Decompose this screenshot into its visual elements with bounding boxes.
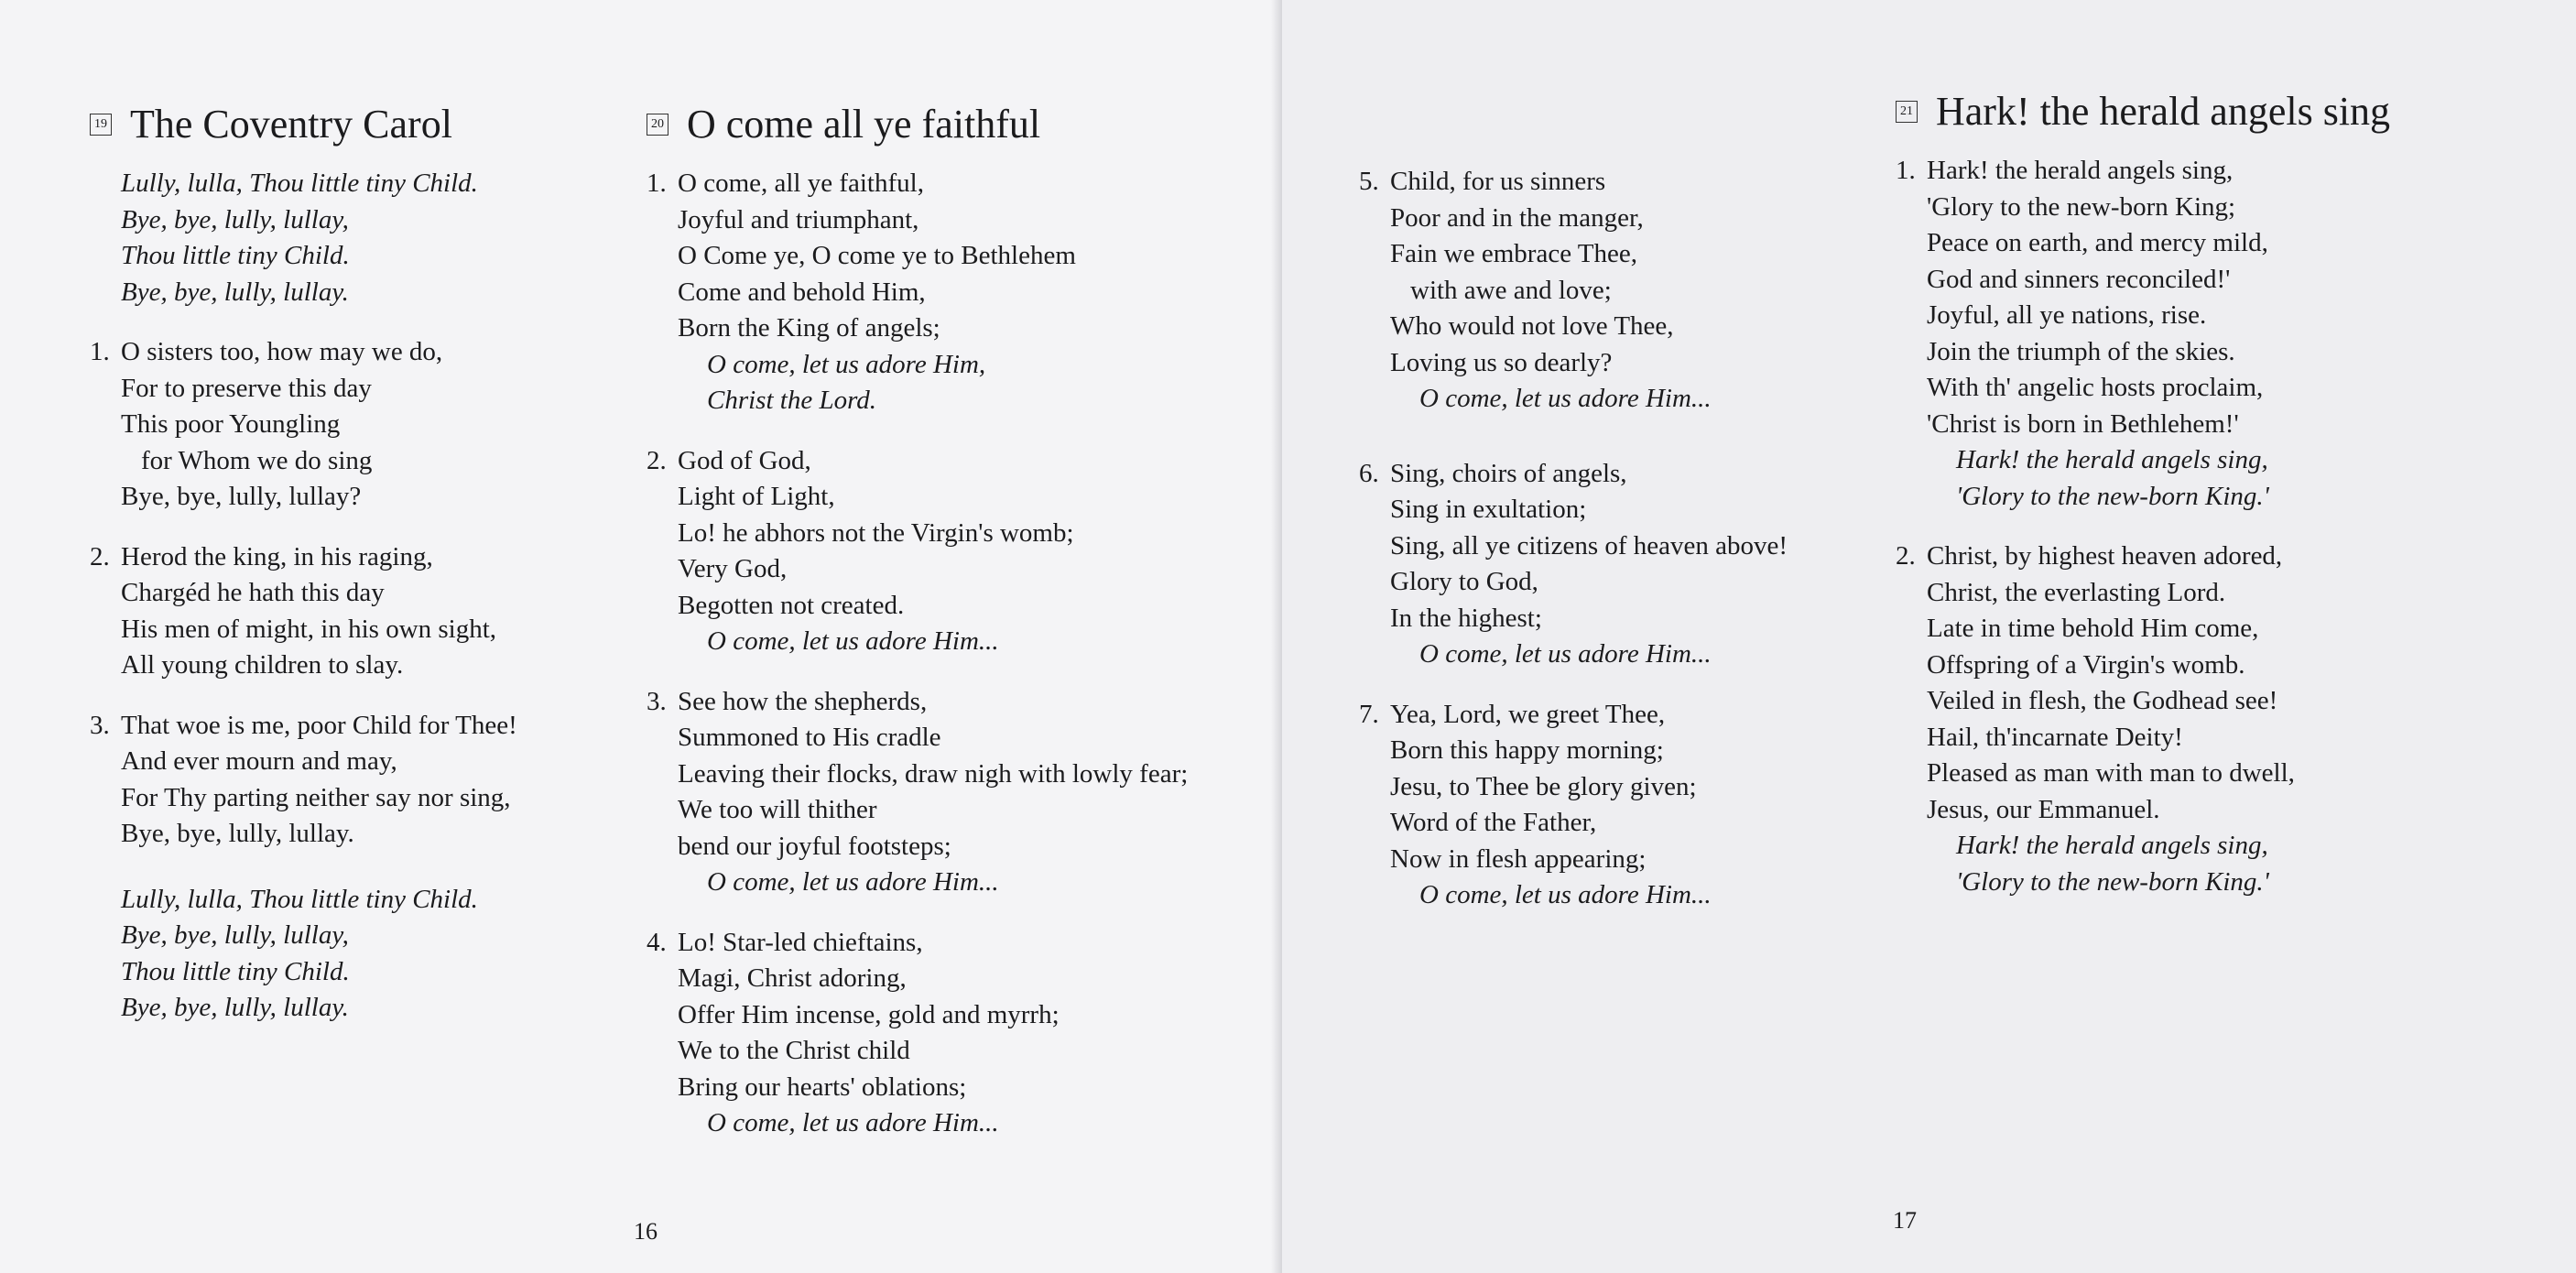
verse-line: 1. O come, all ye faithful, <box>647 166 1269 202</box>
verse-line: Sing, all ye citizens of heaven above! <box>1390 530 1788 560</box>
verse-line: We to the Christ child <box>678 1036 910 1065</box>
verse-line: O Come ye, O come ye to Bethlehem <box>678 241 1076 270</box>
verse-line: His men of might, in his own sight, <box>121 614 497 644</box>
refrain-line: Bye, bye, lully, lullay. <box>121 277 349 307</box>
verse-line: Glory to God, <box>1390 567 1538 596</box>
verse-number: 1. <box>1896 156 1916 185</box>
verse-line: Hail, th'incarnate Deity! <box>1927 722 2183 752</box>
intro-refrain <box>90 166 603 310</box>
hymn-number-badge: 21 <box>1896 101 1918 123</box>
verse-line: 2. God of God, <box>647 443 1269 480</box>
verse-line: Joyful, all ye nations, rise. <box>1927 300 2207 330</box>
verse-line: 2. Herod the king, in his raging, <box>90 539 603 576</box>
verse-line: With th' angelic hosts proclaim, <box>1927 373 2264 402</box>
verse-1 <box>90 334 603 516</box>
verse-7 <box>1359 697 1872 914</box>
verse-line: Sing in exultation; <box>1390 495 1587 524</box>
verse-line: We too will thither <box>678 795 877 824</box>
verse-number: 2. <box>647 445 667 475</box>
verse-number: 4. <box>647 927 667 957</box>
verse-line: Join the triumph of the skies. <box>1927 336 2235 366</box>
right-page <box>1282 0 2576 1273</box>
verse-line: Chargéd he hath this day <box>121 578 385 607</box>
verse-line: Born this happy morning; <box>1390 735 1664 765</box>
verse-1 <box>647 166 1269 419</box>
verse-line: For Thy parting neither say nor sing, <box>121 782 511 812</box>
verse-line: 3. That woe is me, poor Child for Thee! <box>90 708 603 745</box>
hymn-number-badge: 20 <box>647 114 668 136</box>
refrain-line: O come, let us adore Him... <box>707 867 999 897</box>
verse-2 <box>647 443 1269 660</box>
verse-line: Summoned to His cradle <box>678 723 941 752</box>
refrain-line: Lully, lulla, Thou little tiny Child. <box>121 884 478 914</box>
verse-number: 5. <box>1359 167 1379 196</box>
verse-line: Leaving their flocks, draw nigh with lowly fear; <box>678 758 1189 789</box>
verse-number: 3. <box>90 710 110 740</box>
verse-line: Bring our hearts' oblations; <box>678 1072 967 1102</box>
outro-refrain <box>90 882 603 1027</box>
verse-line: Now in flesh appearing; <box>1390 843 1647 874</box>
song-title-text: Hark! the herald angels sing <box>1936 89 2391 134</box>
verse-line: bend our joyful footsteps; <box>678 831 951 861</box>
verse-line: In the highest; <box>1390 603 1542 633</box>
coventry-carol <box>90 101 603 1027</box>
verse-3 <box>90 708 603 853</box>
verse-number: 7. <box>1359 699 1379 729</box>
verse-3 <box>647 684 1269 901</box>
hark-the-herald-angels-sing <box>1896 88 2555 900</box>
verse-line: 6. Sing, choirs of angels, <box>1359 456 1872 493</box>
song-title-coventry <box>90 101 603 147</box>
verse-line: 5. Child, for us sinners <box>1359 164 1872 201</box>
verse-line: Lo! he abhors not the Virgin's womb; <box>678 517 1074 548</box>
verse-line: Bye, bye, lully, lullay. <box>121 819 354 848</box>
refrain-line: O come, let us adore Him... <box>707 626 999 656</box>
verse-6 <box>1359 456 1872 673</box>
verse-number: 1. <box>647 169 667 198</box>
verse-line: Word of the Father, <box>1390 808 1597 837</box>
refrain-line: Hark! the herald angels sing, <box>1956 831 2268 860</box>
o-come-all-ye-faithful-part2 <box>1359 164 1872 914</box>
verse-line: And ever mourn and may, <box>121 746 397 776</box>
verse-line: 1. O sisters too, how may we do, <box>90 334 603 371</box>
song-title-text: The Coventry Carol <box>130 102 452 147</box>
refrain-line: 'Glory to the new-born King.' <box>1956 481 2269 511</box>
verse-number: 2. <box>1896 541 1916 571</box>
verse-line: Offspring of a Virgin's womb. <box>1927 649 2245 680</box>
refrain-line: Bye, bye, lully, lullay, <box>121 204 349 234</box>
verse-line: Begotten not created. <box>678 590 905 620</box>
left-page <box>0 0 1282 1273</box>
verse-line: Magi, Christ adoring, <box>678 963 907 993</box>
verse-line: Joyful and triumphant, <box>678 204 919 234</box>
verse-line: For to preserve this day <box>121 373 372 403</box>
refrain-line: Hark! the herald angels sing, <box>1956 445 2268 474</box>
refrain-line: O come, let us adore Him... <box>1419 639 1712 669</box>
o-come-all-ye-faithful-part1 <box>647 101 1269 1142</box>
refrain-line: O come, let us adore Him, <box>707 349 986 379</box>
verse-line: All young children to slay. <box>121 650 404 680</box>
verse-line: Pleased as man with man to dwell, <box>1927 758 2295 788</box>
verse-line: 4. Lo! Star-led chieftains, <box>647 925 1269 962</box>
song-title-adeste <box>647 101 1269 147</box>
refrain-line: Thou little tiny Child. <box>121 956 350 986</box>
verse-line: Very God, <box>678 554 788 583</box>
verse-line: Offer Him incense, gold and myrrh; <box>678 999 1060 1029</box>
verse-line: 3. See how the shepherds, <box>647 684 1269 721</box>
verse-line: Jesu, to Thee be glory given; <box>1390 771 1697 801</box>
verse-line: 1. Hark! the herald angels sing, <box>1896 153 2555 190</box>
page-number-left: 16 <box>634 1218 658 1245</box>
verse-2 <box>90 539 603 684</box>
verse-line: Veiled in flesh, the Godhead see! <box>1927 686 2278 715</box>
refrain-line: Bye, bye, lully, lullay, <box>121 920 349 950</box>
refrain-line: O come, let us adore Him... <box>1419 880 1712 909</box>
refrain-line: Lully, lulla, Thou little tiny Child. <box>121 169 478 198</box>
verse-line: God and sinners reconciled!' <box>1927 264 2231 294</box>
verse-number: 2. <box>90 541 110 571</box>
verse-line: Jesus, our Emmanuel. <box>1927 794 2160 824</box>
verse-line: Who would not love Thee, <box>1390 311 1674 341</box>
verse-line: 'Christ is born in Bethlehem!' <box>1927 408 2239 439</box>
refrain-line: 'Glory to the new-born King.' <box>1956 866 2269 897</box>
verse-line: Poor and in the manger, <box>1390 202 1644 233</box>
hymn-number-badge: 19 <box>90 114 112 136</box>
verse-2 <box>1896 539 2555 900</box>
verse-number: 6. <box>1359 458 1379 488</box>
verse-line: Bye, bye, lully, lullay? <box>121 482 362 511</box>
verse-line: Light of Light, <box>678 482 835 511</box>
refrain-line: O come, let us adore Him... <box>707 1108 999 1137</box>
verse-line: Christ, the everlasting Lord. <box>1927 577 2226 607</box>
verse-line: Late in time behold Him come, <box>1927 614 2259 643</box>
verse-line: for Whom we do sing <box>141 445 373 475</box>
song-title-hark <box>1896 88 2555 135</box>
verse-line: 'Glory to the new-born King; <box>1927 191 2236 222</box>
refrain-line: Bye, bye, lully, lullay. <box>121 993 349 1022</box>
verse-line: Loving us so dearly? <box>1390 347 1613 377</box>
verse-line: Fain we embrace Thee, <box>1390 239 1638 268</box>
song-title-text: O come all ye faithful <box>687 102 1041 147</box>
verse-4 <box>647 925 1269 1142</box>
verse-line: This poor Youngling <box>121 409 341 439</box>
verse-line: 7. Yea, Lord, we greet Thee, <box>1359 697 1872 734</box>
verse-line: Born the King of angels; <box>678 313 940 343</box>
verse-line: 2. Christ, by highest heaven adored, <box>1896 539 2555 575</box>
verse-number: 3. <box>647 686 667 716</box>
verse-line: Come and behold Him, <box>678 277 926 307</box>
refrain-line: Thou little tiny Child. <box>121 241 350 270</box>
verse-1 <box>1896 153 2555 515</box>
verse-number: 1. <box>90 337 110 366</box>
verse-line: Peace on earth, and mercy mild, <box>1927 228 2268 257</box>
verse-line: with awe and love; <box>1410 275 1612 305</box>
page-number-right: 17 <box>1893 1207 1917 1234</box>
refrain-line: O come, let us adore Him... <box>1419 384 1712 413</box>
refrain-line: Christ the Lord. <box>707 386 877 415</box>
verse-5 <box>1359 164 1872 418</box>
